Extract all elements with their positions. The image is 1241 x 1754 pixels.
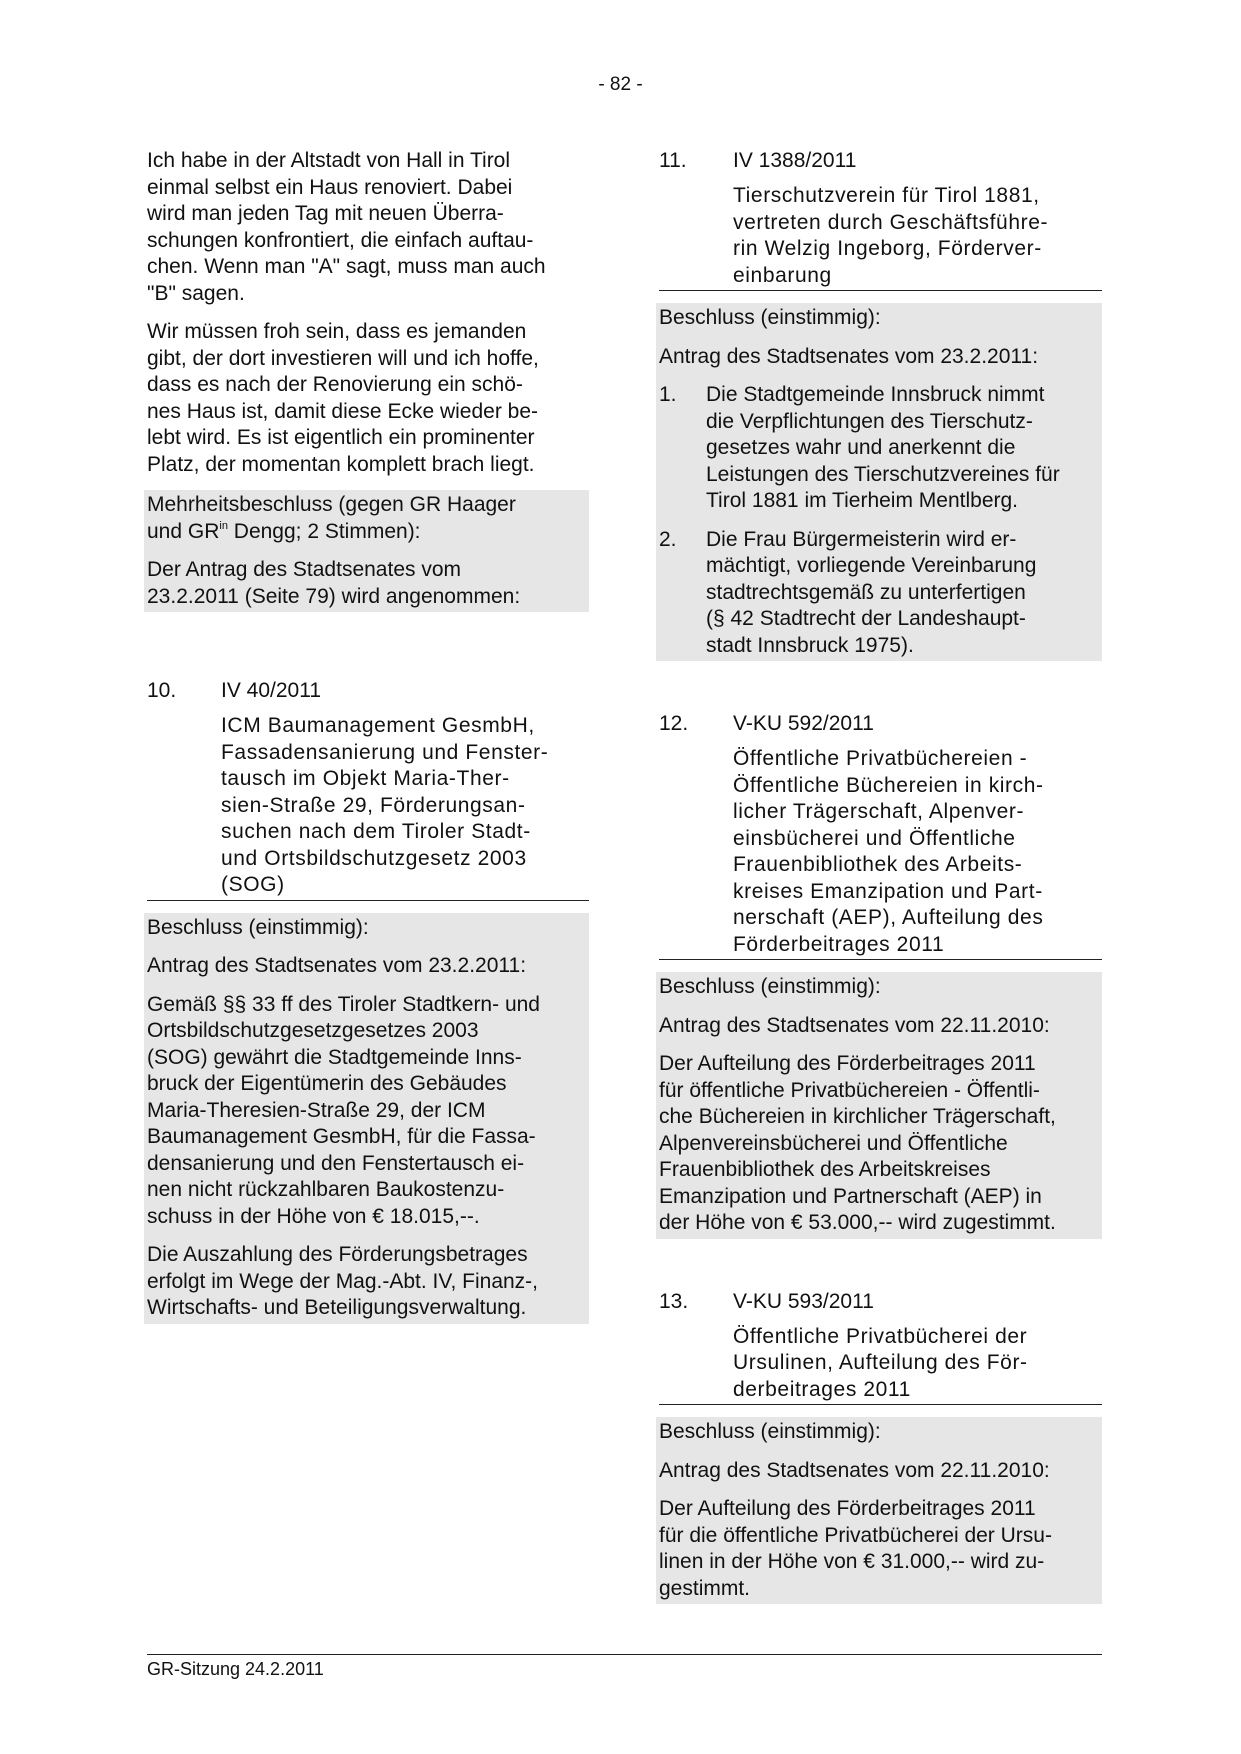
list-item — [659, 527, 1100, 660]
motion-label: Antrag des Stadtsenates vom 23.2.2011: — [147, 954, 527, 977]
item-heading — [659, 148, 1102, 174]
item-reference: V-KU 592/2011 — [733, 712, 874, 735]
item-reference: V-KU 593/2011 — [733, 1289, 874, 1313]
decision-text: Gemäß §§ 33 ff des Tiroler Stadtkern- und Ortsbildschutzgesetzgesetzes 2003 (SOG) gewährt die Stadtgemeinde Inns- bruck der Eigentümerin des Gebäudes Maria-Theresien-Straße 29, der ICM Baumanagement GesmbH, für die Fassa- densanierung und den Fenstertausch ei- nen nicht rückzahlbaren Baukostenzu- schuss in der Höhe von € 18.015,--. — [147, 992, 540, 1228]
left-column — [147, 148, 589, 1324]
agenda-item-13 — [659, 1289, 1102, 1605]
page-number: - 82 - — [598, 74, 643, 95]
motion-accepted: Der Antrag des Stadtsenates vom 23.2.2011 (Seite 79) wird angenommen: — [147, 558, 521, 608]
decision-list — [659, 382, 1100, 659]
item-heading — [147, 678, 589, 704]
item-title: Tierschutzverein für Tirol 1881, vertreten durch Geschäftsführe- rin Welzig Ingeborg, Förderver- einbarung — [659, 183, 1102, 291]
right-column — [659, 148, 1102, 1604]
item-title: ICM Baumanagement GesmbH, Fassadensanierung und Fenster- tausch im Objekt Maria-Ther- sien-Straße 29, Förderungsan- suchen nach dem Tiroler Stadt- und Ortsbildschutzgesetz 2003 (SOG) — [147, 713, 589, 901]
decision-block — [656, 1417, 1102, 1604]
item-heading — [659, 1289, 1102, 1315]
list-number: 2. — [659, 527, 677, 551]
agenda-item-11 — [659, 148, 1102, 661]
intro-paragraph-1: Ich habe in der Altstadt von Hall in Tirol einmal selbst ein Haus renoviert. Dabei wird man jeden Tag mit neuen Überra- schungen konfrontiert, die einfach auftau- chen. Wenn man "A" sagt, muss man auch "B" sagen. — [147, 149, 546, 305]
list-text: Die Stadtgemeinde Innsbruck nimmt die Verpflichtungen des Tierschutz- gesetzes wahr und anerkennt die Leistungen des Tierschutzvereines für Tirol 1881 im Tierheim Mentlberg. — [706, 383, 1060, 512]
list-text: Die Frau Bürgermeisterin wird er- mächtigt, vorliegende Vereinbarung stadtrechtsgemäß zu unterfertigen (§ 42 Stadtrecht der Landeshaupt- stadt Innsbruck 1975). — [706, 527, 1037, 657]
intro-paragraph-2: Wir müssen froh sein, dass es jemanden gibt, der dort investieren will und ich hoffe, dass es nach der Renovierung ein schö- nes Haus ist, damit diese Ecke wieder be- lebt wird. Es ist eigentlich ein prominenter Platz, der momentan komplett brach liegt. — [147, 320, 539, 476]
motion-label: Antrag des Stadtsenates vom 22.11.2010: — [659, 1458, 1050, 1482]
item-number: 11. — [659, 149, 687, 172]
decision-block — [656, 303, 1102, 661]
decision-text-payment: Die Auszahlung des Förderungsbetrages erfolgt im Wege der Mag.-Abt. IV, Finanz-, Wirtschafts- und Beteiligungsverwaltung. — [147, 1243, 539, 1319]
item-reference: IV 40/2011 — [221, 679, 322, 702]
item-number: 10. — [147, 679, 177, 702]
item-title: Öffentliche Privatbücherei der Ursulinen, Aufteilung des För- derbeitrages 2011 — [659, 1324, 1102, 1406]
decision-text: Der Aufteilung des Förderbeitrages 2011 für öffentliche Privatbüchereien - Öffentli- che Büchereien in kirchlicher Trägerschaft, Alpenvereinsbücherei und Öffentliche Frauenbibliothek des Arbeitskreises Emanzipation und Partnerschaft (AEP) in der Höhe von € 53.000,-- wird zugestimmt. — [659, 1052, 1056, 1234]
footer-session: GR-Sitzung 24.2.2011 — [147, 1654, 1102, 1680]
item-title: Öffentliche Privatbüchereien - Öffentliche Büchereien in kirch- licher Trägerschaft, Alpenver- einsbücherei und Öffentliche Frauenbibliothek des Arbeits- kreises Emanzipation und Part- nerschaft (AEP), Aufteilung des Förderbeitrages 2011 — [659, 746, 1102, 960]
item-heading — [659, 711, 1102, 737]
decision-label: Beschluss (einstimmig): — [659, 975, 881, 998]
decision-label: Beschluss (einstimmig): — [147, 915, 369, 939]
item-number: 13. — [659, 1289, 689, 1313]
item-reference: IV 1388/2011 — [733, 149, 857, 172]
list-item — [659, 382, 1100, 515]
majority-decision: Mehrheitsbeschluss (gegen GR Haager und $GR^{in}$ Dengg; 2 Stimmen): — [147, 493, 516, 543]
decision-label: Beschluss (einstimmig): — [659, 1420, 881, 1443]
majority-decision-block — [144, 490, 589, 612]
list-number: 1. — [659, 383, 677, 406]
agenda-item-12 — [659, 711, 1102, 1239]
decision-block — [144, 913, 589, 1324]
decision-label: Beschluss (einstimmig): — [659, 306, 881, 329]
motion-label: Antrag des Stadtsenates vom 22.11.2010: — [659, 1013, 1050, 1037]
item-number: 12. — [659, 712, 689, 735]
decision-text: Der Aufteilung des Förderbeitrages 2011 für die öffentliche Privatbücherei der Ursu- linen in der Höhe von € 31.000,-- wird zu- gestimmt. — [659, 1497, 1052, 1600]
motion-label: Antrag des Stadtsenates vom 23.2.2011: — [659, 344, 1039, 368]
decision-block — [656, 972, 1102, 1239]
agenda-item-10 — [147, 678, 589, 1324]
